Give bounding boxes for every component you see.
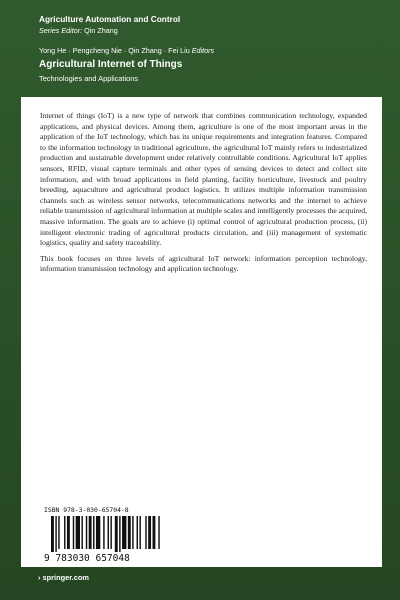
book-editors	[39, 46, 214, 55]
series-editor	[39, 26, 118, 35]
book-title: Agricultural Internet of Things	[39, 59, 183, 70]
isbn-label: ISBN 978-3-030-65704-8	[44, 506, 129, 514]
description-paragraph-2: This book focuses on three levels of agricultural IoT network: information perception technology, information transmission technology and application technology.	[40, 253, 367, 274]
blurb-panel	[21, 97, 382, 567]
cover-header	[0, 0, 400, 100]
description-paragraph-1: Internet of things (IoT) is a new type of network that combines communication technology, expanded applications, and physical devices. Among them, agriculture is one of the most important areas in the application of the IoT technology, which has its unique requirements and integration features. Compared to the information technology in traditional agriculture, the agricultural IoT mainly refers to industrialized production and sustainable development under relatively controllable conditions. Agricultural IoT applies sensors, RFID, visual capture terminals and other types of sensing devices to detect and collect site information, and with broad applications in field planting, facility horticulture, livestock and poultry breeding, aquaculture and agricultural product logistics. It utilizes multiple information transmission channels such as wireless sensor networks, telecommunications networks and the internet to achieve reliable transmission of agricultural information at multiple scales and intelligently processes the acquired, massive information. The goals are to achieve (i) optimal control of agricultural production process, (ii) intelligent electronic trading of agricultural products circulation, and (iii) management of systematic logistics, quality and safety traceability.	[40, 111, 367, 248]
book-description	[40, 111, 367, 280]
series-title: Agriculture Automation and Control	[39, 14, 181, 24]
editor-names: Yong He · Pengcheng Nie · Qin Zhang · Fei Liu	[39, 46, 190, 55]
barcode-digits: 9 783030 657048	[44, 553, 130, 564]
barcode-icon	[38, 502, 168, 564]
isbn-barcode	[38, 502, 168, 564]
publisher-link[interactable]: › springer.com	[38, 573, 89, 582]
editors-label: Editors	[191, 46, 215, 55]
series-editor-label: Series Editor:	[39, 26, 83, 35]
series-editor-name: Qin Zhang	[84, 26, 118, 35]
book-subtitle: Technologies and Applications	[39, 74, 139, 83]
